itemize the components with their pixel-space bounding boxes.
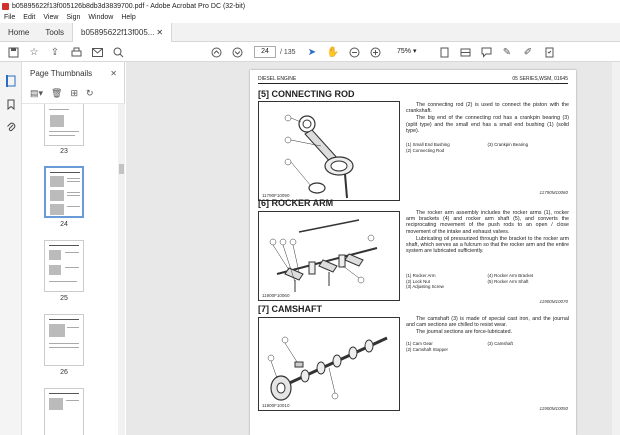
thumbnail-label: 25 bbox=[60, 295, 68, 302]
legend-item bbox=[488, 347, 570, 353]
thumbnail-list bbox=[22, 104, 117, 435]
zoom-in-icon[interactable] bbox=[368, 45, 382, 59]
legend-item bbox=[488, 148, 570, 154]
thumbnail-label: 23 bbox=[60, 148, 68, 155]
legend-camshaft bbox=[406, 341, 569, 352]
thumbnails-title: Page Thumbnails bbox=[30, 68, 93, 78]
legend-item: (5) Rocker Arm Shaft bbox=[487, 278, 529, 284]
bookmark-star-icon[interactable]: ☆ bbox=[29, 46, 39, 58]
thumbnail-page-25[interactable] bbox=[44, 240, 84, 292]
thumbnail-label: 24 bbox=[60, 221, 68, 228]
tab-document-label: b05895622f13f005... bbox=[81, 28, 155, 37]
delete-page-icon[interactable]: 🗑 bbox=[51, 88, 63, 98]
thumbnail-page-23[interactable] bbox=[44, 104, 84, 146]
tab-document[interactable] bbox=[72, 23, 172, 42]
page-up-icon[interactable] bbox=[209, 45, 223, 59]
thumbnails-header bbox=[22, 62, 125, 84]
zoom-out-icon[interactable] bbox=[347, 45, 361, 59]
menu-edit[interactable]: Edit bbox=[23, 14, 36, 21]
zoom-value: 75% bbox=[397, 48, 412, 55]
legend-item: (1) Small End Bushing bbox=[406, 142, 450, 147]
email-icon[interactable] bbox=[90, 45, 104, 59]
legend-item bbox=[488, 284, 570, 290]
paragraph: The big end of the connecting rod has a crankpin bearing (3) (split type) and the small end has a small end bushing (1) (solid type). bbox=[406, 115, 569, 134]
title-bar bbox=[0, 0, 620, 12]
acrobat-logo-icon bbox=[2, 3, 9, 10]
scroll-mode-icon[interactable] bbox=[458, 45, 472, 59]
legend-item: (2) Camshaft Stopper bbox=[406, 346, 448, 352]
navigation-pane-strip bbox=[0, 62, 22, 435]
figure-camshaft bbox=[258, 317, 400, 411]
paragraph: The connecting rod (2) is used to connect the piston with the crankshaft. bbox=[406, 102, 569, 115]
save-icon[interactable] bbox=[6, 45, 20, 59]
fit-page-icon[interactable] bbox=[437, 45, 451, 59]
draw-icon[interactable]: ✐ bbox=[523, 46, 533, 58]
page-total: / 135 bbox=[280, 49, 296, 56]
search-icon[interactable] bbox=[111, 45, 125, 59]
legend-item: (3) Adjusting Screw bbox=[406, 284, 444, 289]
close-icon[interactable]: ✕ bbox=[110, 68, 117, 78]
legend-connecting-rod bbox=[406, 142, 569, 153]
figure-rocker-arm bbox=[258, 211, 400, 301]
connecting-rod-drawing bbox=[259, 102, 399, 200]
section-title-connecting-rod: [5] CONNECTING ROD bbox=[258, 89, 355, 99]
legend-item: (3) Camshaft bbox=[487, 341, 513, 346]
reference-code: 11900M10050 bbox=[539, 406, 568, 411]
figure-code: 11790F10090 bbox=[262, 193, 290, 198]
tab-bar bbox=[0, 23, 620, 42]
chevron-down-icon: ▾ bbox=[412, 48, 417, 55]
page-down-icon[interactable] bbox=[230, 45, 244, 59]
legend-item: (3) Crankpin Bearing bbox=[487, 142, 529, 147]
paragraph: The camshaft (3) is made of special cast iron, and the journal and cam sections are chilled to resist wear. bbox=[406, 316, 569, 329]
legend-item: (1) Cam Gear bbox=[406, 341, 433, 346]
section-body-rocker-arm bbox=[406, 210, 569, 255]
paragraph: The journal sections are force-lubricated. bbox=[416, 329, 512, 336]
pdf-page bbox=[250, 70, 576, 435]
thumbnail-page-24[interactable] bbox=[44, 166, 84, 218]
rocker-arm-drawing bbox=[259, 212, 399, 300]
figure-code: 11900F10010 bbox=[262, 403, 290, 408]
paragraph: The rocker arm assembly includes the rocker arms (1), rocker arm brackets (4) and rocker arm shaft (5), and converts the reciprocating movement of the push rods to an open / close movement of the intake and exhaust valves. bbox=[406, 210, 569, 235]
thumbnails-toolbar bbox=[22, 84, 125, 104]
stamp-icon[interactable] bbox=[542, 45, 556, 59]
tab-home[interactable]: Home bbox=[8, 28, 30, 37]
page-thumbnails-icon[interactable] bbox=[5, 75, 17, 87]
figure-connecting-rod bbox=[258, 101, 400, 201]
document-scrollbar[interactable] bbox=[612, 62, 620, 435]
scrollbar-thumb[interactable] bbox=[119, 164, 124, 174]
document-canvas[interactable] bbox=[126, 62, 620, 435]
rotate-page-icon[interactable]: ↻ bbox=[86, 88, 94, 98]
zoom-select[interactable] bbox=[397, 46, 427, 58]
section-title-camshaft: [7] CAMSHAFT bbox=[258, 304, 322, 314]
section-title-rocker-arm: [6] ROCKER ARM bbox=[258, 198, 334, 208]
page-number-input[interactable]: 24 bbox=[254, 46, 276, 58]
bookmarks-icon[interactable] bbox=[5, 98, 17, 110]
comment-icon[interactable] bbox=[479, 45, 493, 59]
thumbnail-page-26[interactable] bbox=[44, 314, 84, 366]
menu-view[interactable]: View bbox=[43, 14, 59, 21]
thumbnail-label: 26 bbox=[60, 369, 68, 376]
legend-item: (2) Connecting Rod bbox=[406, 147, 445, 153]
reference-code: 11790M10060 bbox=[539, 190, 568, 195]
camshaft-drawing bbox=[259, 318, 399, 410]
section-body-connecting-rod bbox=[406, 102, 569, 135]
window-title: b05895622f13f005126b8db3d3839700.pdf - Adobe Acrobat Pro DC (32-bit) bbox=[12, 2, 246, 10]
thumbnail-page-27[interactable] bbox=[44, 388, 84, 435]
menu-bar bbox=[0, 12, 620, 23]
paragraph: Lubricating oil pressurized through the bracket to the rocker arm shaft, which serves as a fulcrum so that the rocker arm and the entire system are lubricated sufficiently. bbox=[406, 235, 569, 255]
insert-page-icon[interactable]: ⊞ bbox=[70, 88, 79, 98]
legend-item: (1) Rocker Arm bbox=[406, 273, 436, 278]
legend-rocker-arm bbox=[406, 273, 569, 290]
upload-icon[interactable]: ⇪ bbox=[50, 46, 60, 58]
print-icon[interactable] bbox=[69, 45, 83, 59]
attachments-icon[interactable] bbox=[5, 121, 17, 133]
menu-window[interactable]: Window bbox=[88, 14, 114, 21]
reference-code: 11900M10070 bbox=[539, 299, 568, 304]
header-rule bbox=[258, 83, 568, 84]
page-header-left: DIESEL ENGINE bbox=[258, 76, 297, 82]
section-body-camshaft bbox=[406, 316, 569, 337]
page-header-right: 05 SERIES,WSM, 01645 bbox=[512, 76, 568, 82]
hand-tool-icon[interactable]: ✋ bbox=[326, 46, 340, 58]
legend-item: (2) Lock Nut bbox=[406, 278, 430, 284]
page-thumbnails-panel bbox=[22, 62, 125, 435]
legend-item: (4) Rocker Arm Bracket bbox=[487, 273, 534, 278]
menu-file[interactable]: File bbox=[4, 14, 16, 21]
toolbar bbox=[0, 42, 620, 62]
thumbnail-scrollbar[interactable] bbox=[118, 104, 125, 435]
thumbnail-options-icon[interactable]: ▤▾ bbox=[30, 88, 44, 98]
menu-sign[interactable]: Sign bbox=[66, 14, 81, 21]
figure-code: 11900F10060 bbox=[262, 293, 290, 298]
tab-tools[interactable]: Tools bbox=[45, 28, 65, 37]
menu-help[interactable]: Help bbox=[121, 14, 136, 21]
highlight-pen-icon[interactable]: ✎ bbox=[502, 46, 512, 58]
select-cursor-icon[interactable]: ➤ bbox=[307, 46, 317, 58]
close-icon[interactable]: ✕ bbox=[156, 28, 164, 37]
